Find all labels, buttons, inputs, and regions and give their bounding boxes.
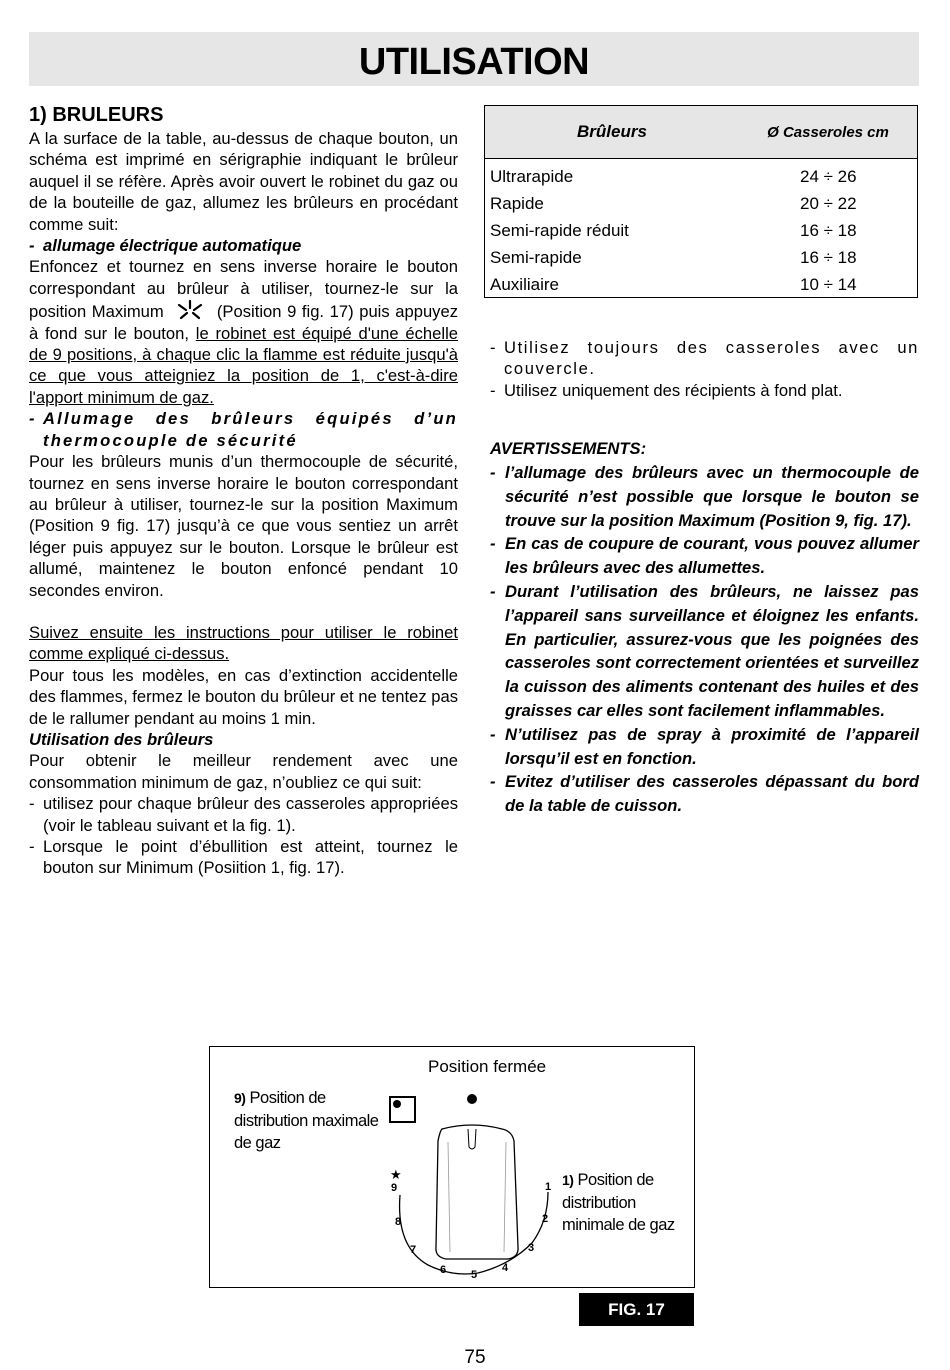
- table-row: [485, 244, 917, 271]
- burner-table: [484, 105, 918, 298]
- tip-item: - Utilisez uniquement des récipients à fond plat.: [490, 380, 919, 401]
- burner-name: Rapide: [490, 194, 544, 213]
- warning-text: Durant l’utilisation des brûleurs, ne laissez pas l’appareil sans surveillance et éloignez les enfants. En particulier, assurez-vous que les poignées des casseroles sont correctement orientées et surveillez la cuisson des aliments contenant des huiles et des graisses car elles sont facilement inflammables.: [505, 582, 919, 720]
- follow-instructions-text: Suivez ensuite les instructions pour utiliser le robinet comme expliqué ci-dessus.: [29, 622, 458, 664]
- thermocouple-paragraph: Pour les brûleurs munis d’un thermocouple de sécurité, tournez en sens inverse horaire le bouton correspondant au brûleur à utiliser, tournez-le sur la position Maximum (Position 9 fig. 17) jusqu’à ce que vous sentiez un arrêt léger puis appuyez sur le bouton. Lorsque le brûleur est allumé, maintenez le bouton enfoncé pendant 10 secondes environ.: [29, 452, 458, 600]
- figure-label: FIG. 17: [579, 1293, 694, 1326]
- usage-item: - utilisez pour chaque brûleur des casseroles appropriées (voir le tableau suivant et la fig. 1).: [29, 794, 458, 835]
- max-position-number: 9): [234, 1090, 246, 1106]
- dial-number-5: 5: [471, 1269, 478, 1281]
- table-row: [485, 217, 917, 244]
- column-header-diameter: Ø Casseroles cm: [767, 124, 889, 141]
- warning-item: - Evitez d’utiliser des casseroles dépassant du bord de la table de cuisson.: [490, 770, 919, 818]
- usage-item-text: Lorsque le point d’ébullition est atteint, tournez le bouton sur Minimum (Posiition 1, fig. 17).: [43, 837, 458, 878]
- table-row: [485, 190, 917, 217]
- page-title: UTILISATION: [358, 41, 590, 83]
- dial-number-8: 8: [395, 1216, 402, 1228]
- dial-number-9: 9: [391, 1182, 398, 1194]
- warning-text: l’allumage des brûleurs avec un thermocouple de sécurité n’est possible que lorsque le bouton se trouve sur la position Maximum (Position 9, fig. 17).: [505, 463, 919, 530]
- warning-text: N’utilisez pas de spray à proximité de l’appareil lorsqu’il est en fonction.: [505, 724, 919, 768]
- maximum-flame-icon: [175, 299, 205, 321]
- figure-title: Position fermée: [428, 1057, 547, 1076]
- usage-item: - Lorsque le point d’ébullition est atteint, tournez le bouton sur Minimum (Posiition 1, fig. 17).: [29, 837, 458, 878]
- pan-size: 16 ÷ 18: [800, 248, 857, 267]
- warning-text: En cas de coupure de courant, vous pouvez allumer les brûleurs avec des allumettes.: [505, 534, 919, 578]
- table-header: [485, 106, 917, 159]
- warning-item: - l’allumage des brûleurs avec un thermocouple de sécurité n’est possible que lorsque le bouton se trouve sur la position Maximum (Position 9, fig. 17).: [490, 461, 919, 532]
- column-header-burners: Brûleurs: [577, 122, 647, 141]
- min-position-number: 1): [562, 1172, 574, 1188]
- usage-item-text: utilisez pour chaque brûleur des casseroles appropriées (voir le tableau suivant et la fig. 1).: [43, 794, 458, 835]
- star-icon: ★: [390, 1168, 402, 1183]
- dial-number-2: 2: [542, 1213, 549, 1225]
- pan-size: 10 ÷ 14: [800, 275, 857, 294]
- dial-number-3: 3: [528, 1242, 535, 1254]
- auto-text-part1: Enfoncez et tournez en sens inverse horaire le bouton correspondant au brûleur à utiliser, tournez-le sur la position Maximum: [29, 257, 458, 322]
- knob-figure: [209, 1046, 695, 1288]
- warning-item: - Durant l’utilisation des brûleurs, ne laissez pas l’appareil sans surveillance et éloignez les enfants. En particulier, assurez-vous que les poignées des casseroles sont correctement orientées et surveillez la cuisson des aliments contenant des huiles et des graisses car elles sont facilement inflammables.: [490, 580, 919, 723]
- pan-size: 16 ÷ 18: [800, 221, 857, 240]
- table-body: [485, 159, 917, 298]
- thermocouple-title: Allumage des brûleurs équipés d’un thermocouple de sécurité: [43, 409, 458, 450]
- table-row: [485, 163, 917, 190]
- page-header: [29, 32, 919, 86]
- auto-ignition-heading: - allumage électrique automatique: [29, 235, 458, 256]
- burner-name: Semi-rapide réduit: [490, 221, 629, 240]
- section-heading: 1) BRULEURS: [29, 104, 164, 126]
- warning-item: - En cas de coupure de courant, vous pouvez allumer les brûleurs avec des allumettes.: [490, 532, 919, 580]
- intro-paragraph: A la surface de la table, au-dessus de chaque bouton, un schéma est imprimé en sérigraphie indiquant le brûleur auquel il se réfère. Après avoir ouvert le robinet du gaz ou de la bouteille de gaz, allumez les brûleurs en procédant comme suit:: [29, 129, 458, 234]
- table-row: [485, 271, 917, 298]
- dial-number-7: 7: [410, 1244, 417, 1256]
- warnings-block: [490, 437, 919, 818]
- burner-name: Ultrarapide: [490, 167, 574, 186]
- warning-text: Evitez d’utiliser des casseroles dépassant du bord de la table de cuisson.: [505, 772, 919, 816]
- tip-item: - Utilisez toujours des casseroles avec un couvercle.: [490, 338, 919, 379]
- auto-ignition-title: allumage électrique automatique: [43, 236, 302, 256]
- dial-number-1: 1: [545, 1181, 552, 1193]
- left-column: [29, 102, 458, 879]
- auto-text-underlined: le robinet est équipé d'une échelle de 9 positions, à chaque clic la flamme est réduite jusqu'à ce que vous atteigniez la position de 1, c'est-à-dire l'apport minimum de gaz.: [29, 323, 458, 407]
- pan-size: 24 ÷ 26: [800, 167, 857, 186]
- knob-diagram: [210, 1047, 696, 1289]
- dial-number-6: 6: [440, 1264, 447, 1276]
- closed-position-dot: [467, 1094, 477, 1104]
- usage-title: Utilisation des brûleurs: [29, 729, 214, 749]
- page-number: 75: [464, 1347, 486, 1368]
- warnings-title: AVERTISSEMENTS:: [490, 439, 647, 459]
- burner-name: Semi-rapide: [490, 248, 582, 267]
- right-column: [490, 337, 919, 818]
- pan-size: 20 ÷ 22: [800, 194, 857, 213]
- dial-number-4: 4: [502, 1262, 509, 1274]
- warning-item: - N’utilisez pas de spray à proximité de l’appareil lorsqu’il est en fonction.: [490, 723, 919, 771]
- tip-text: Utilisez toujours des casseroles avec un couvercle.: [504, 338, 919, 379]
- usage-paragraph: Pour obtenir le meilleur rendement avec une consommation minimum de gaz, n’oubliez ce qui suit:: [29, 751, 458, 792]
- burner-name: Auxiliaire: [490, 275, 559, 294]
- thermocouple-heading: - Allumage des brûleurs équipés d’un thermocouple de sécurité: [29, 409, 458, 450]
- ignition-position-icon: [390, 1097, 415, 1122]
- min-position-text: Position de distribution minimale de gaz: [562, 1171, 675, 1234]
- tip-text: Utilisez uniquement des récipients à fond plat.: [504, 380, 843, 400]
- auto-ignition-paragraph: [29, 256, 458, 408]
- all-models-paragraph: Pour tous les modèles, en cas d’extinction accidentelle des flammes, fermez le bouton du brûleur et ne tentez pas de le rallumer pendant au moins 1 min.: [29, 665, 458, 728]
- auto-text-part2: (Position 9 fig. 17) puis appuyez à fond sur le bouton,: [29, 302, 458, 343]
- max-position-text: Position de distribution maximale de gaz: [234, 1089, 379, 1152]
